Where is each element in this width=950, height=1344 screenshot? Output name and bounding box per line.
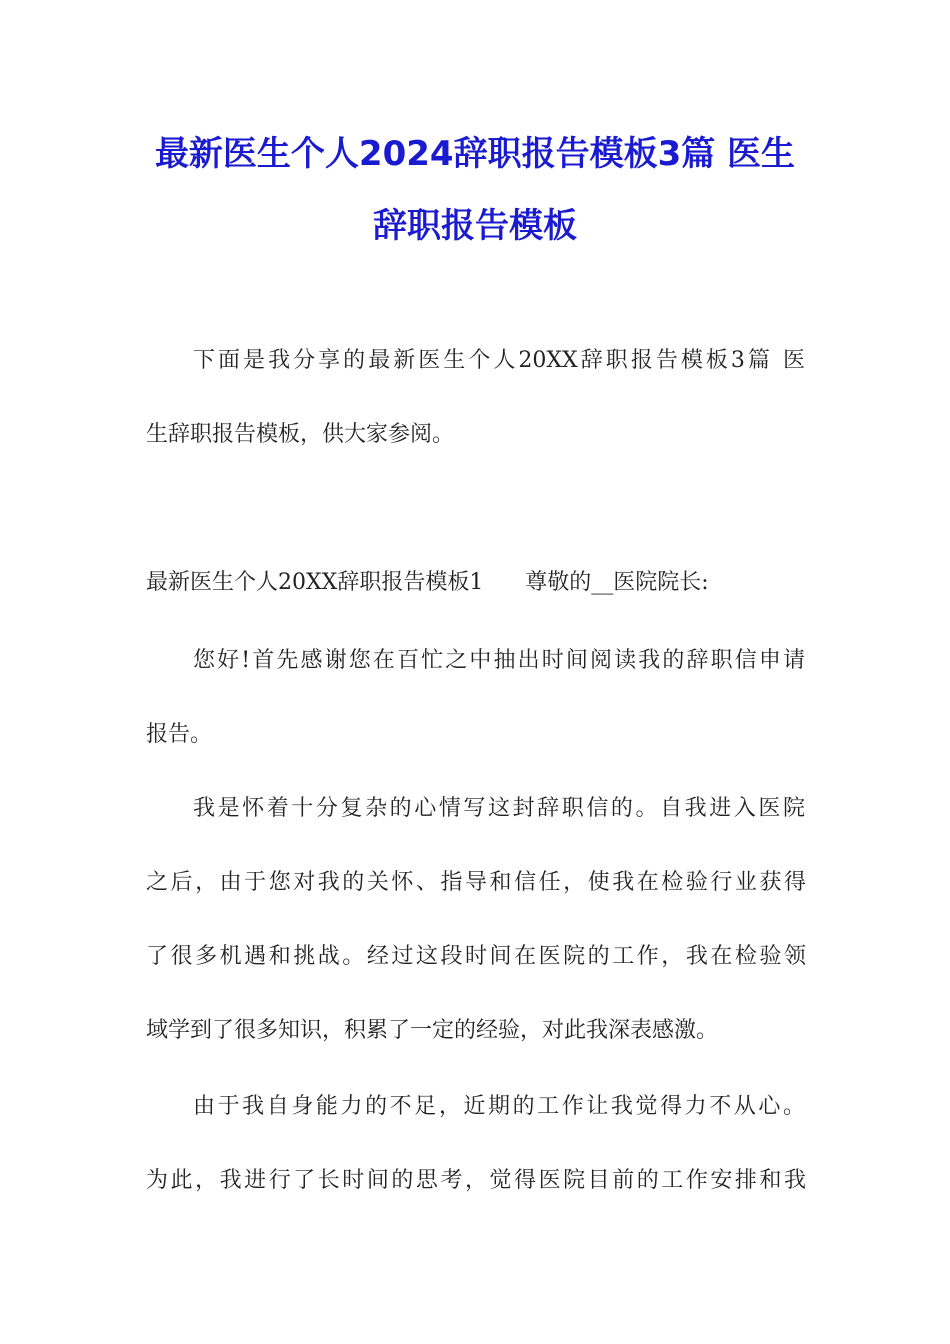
intro-line-2: 生辞职报告模板，供大家参阅。 — [146, 422, 455, 447]
paragraph-2-line-3: 了很多机遇和挑战。经过这段时间在医院的工作，我在检验领 — [146, 944, 806, 969]
paragraph-3-line-2: 为此，我进行了长时间的思考，觉得医院目前的工作安排和我 — [146, 1168, 806, 1193]
intro-line-1: 下面是我分享的最新医生个人20XX辞职报告模板3篇 医 — [193, 348, 805, 373]
paragraph-2-line-4: 域学到了很多知识，积累了一定的经验，对此我深表感激。 — [146, 1018, 719, 1043]
document-title-line-2: 辞职报告模板 — [373, 206, 577, 246]
document-title-line-1: 最新医生个人2024辞职报告模板3篇 医生 — [154, 134, 796, 174]
paragraph-2-line-2: 之后，由于您对我的关怀、指导和信任，使我在检验行业获得 — [146, 870, 806, 895]
section-heading: 最新医生个人20XX辞职报告模板1 尊敬的__医院院长: — [146, 570, 709, 595]
paragraph-3-line-1: 由于我自身能力的不足，近期的工作让我觉得力不从心。 — [193, 1094, 805, 1119]
paragraph-1-line-2: 报告。 — [146, 722, 213, 747]
paragraph-1-line-1: 您好!首先感谢您在百忙之中抽出时间阅读我的辞职信申请 — [193, 648, 805, 673]
paragraph-2-line-1: 我是怀着十分复杂的心情写这封辞职信的。自我进入医院 — [193, 796, 805, 821]
